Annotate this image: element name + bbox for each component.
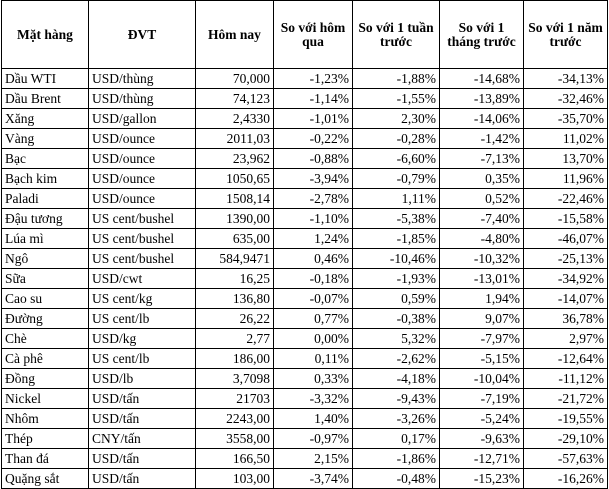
cell-vs-month: -1,42%: [440, 129, 524, 149]
cell-vs-year: 11,02%: [524, 129, 608, 149]
cell-vs-yesterday: -1,01%: [274, 109, 353, 129]
cell-commodity: Quặng sắt: [2, 469, 89, 489]
cell-today: 3558,00: [196, 429, 274, 449]
cell-commodity: Đường: [2, 309, 89, 329]
cell-today: 2011,03: [196, 129, 274, 149]
cell-vs-month: -10,04%: [440, 369, 524, 389]
cell-vs-month: 9,07%: [440, 309, 524, 329]
header-unit: ĐVT: [89, 1, 196, 69]
cell-today: 1508,14: [196, 189, 274, 209]
cell-vs-year: -46,07%: [524, 229, 608, 249]
header-today: Hôm nay: [196, 1, 274, 69]
cell-vs-year: -19,55%: [524, 409, 608, 429]
cell-commodity: Đậu tương: [2, 209, 89, 229]
cell-vs-year: -14,07%: [524, 289, 608, 309]
table-row: [2, 129, 608, 149]
cell-vs-yesterday: -1,14%: [274, 89, 353, 109]
cell-commodity: Cà phê: [2, 349, 89, 369]
cell-vs-month: -14,68%: [440, 69, 524, 89]
cell-commodity: Paladi: [2, 189, 89, 209]
cell-today: 21703: [196, 389, 274, 409]
cell-unit: CNY/tấn: [89, 429, 196, 449]
cell-vs-year: -21,72%: [524, 389, 608, 409]
cell-today: 74,123: [196, 89, 274, 109]
cell-vs-yesterday: 0,00%: [274, 329, 353, 349]
cell-vs-yesterday: -0,07%: [274, 289, 353, 309]
cell-vs-week: 0,17%: [353, 429, 440, 449]
cell-vs-year: -12,64%: [524, 349, 608, 369]
cell-vs-week: -1,93%: [353, 269, 440, 289]
table-body: [2, 69, 608, 489]
header-vs-year: So với 1 năm trước: [524, 1, 608, 69]
cell-vs-yesterday: -3,32%: [274, 389, 353, 409]
table-row: [2, 449, 608, 469]
table-row: [2, 469, 608, 489]
cell-vs-week: -9,43%: [353, 389, 440, 409]
cell-vs-yesterday: 0,33%: [274, 369, 353, 389]
cell-vs-week: -0,28%: [353, 129, 440, 149]
cell-unit: US cent/lb: [89, 349, 196, 369]
cell-vs-year: -34,13%: [524, 69, 608, 89]
cell-vs-week: -1,86%: [353, 449, 440, 469]
cell-unit: USD/tấn: [89, 409, 196, 429]
cell-vs-month: 0,52%: [440, 189, 524, 209]
cell-vs-month: -7,40%: [440, 209, 524, 229]
header-commodity: Mặt hàng: [2, 1, 89, 69]
cell-today: 2243,00: [196, 409, 274, 429]
table-row: [2, 209, 608, 229]
header-vs-week: So với 1 tuần trước: [353, 1, 440, 69]
cell-commodity: Chè: [2, 329, 89, 349]
cell-today: 2,77: [196, 329, 274, 349]
cell-commodity: Than đá: [2, 449, 89, 469]
cell-vs-week: 5,32%: [353, 329, 440, 349]
cell-unit: USD/thùng: [89, 69, 196, 89]
cell-vs-yesterday: 0,11%: [274, 349, 353, 369]
cell-vs-week: -1,85%: [353, 229, 440, 249]
cell-vs-yesterday: -3,74%: [274, 469, 353, 489]
cell-today: 1390,00: [196, 209, 274, 229]
table-row: [2, 269, 608, 289]
cell-vs-week: 1,11%: [353, 189, 440, 209]
cell-vs-week: -10,46%: [353, 249, 440, 269]
table-row: [2, 429, 608, 449]
table-row: [2, 69, 608, 89]
cell-vs-yesterday: -3,94%: [274, 169, 353, 189]
cell-vs-year: -15,58%: [524, 209, 608, 229]
table-row: [2, 409, 608, 429]
cell-commodity: Dầu WTI: [2, 69, 89, 89]
cell-unit: USD/ounce: [89, 129, 196, 149]
cell-vs-year: -32,46%: [524, 89, 608, 109]
cell-vs-week: -3,26%: [353, 409, 440, 429]
cell-today: 23,962: [196, 149, 274, 169]
cell-vs-week: 2,30%: [353, 109, 440, 129]
cell-commodity: Dầu Brent: [2, 89, 89, 109]
cell-vs-year: 13,70%: [524, 149, 608, 169]
table-row: [2, 309, 608, 329]
cell-today: 2,4330: [196, 109, 274, 129]
cell-unit: USD/ounce: [89, 169, 196, 189]
cell-today: 186,00: [196, 349, 274, 369]
cell-commodity: Sữa: [2, 269, 89, 289]
cell-commodity: Nickel: [2, 389, 89, 409]
cell-vs-yesterday: -0,18%: [274, 269, 353, 289]
cell-vs-month: 1,94%: [440, 289, 524, 309]
cell-vs-yesterday: 0,77%: [274, 309, 353, 329]
cell-today: 16,25: [196, 269, 274, 289]
cell-vs-year: -34,92%: [524, 269, 608, 289]
cell-vs-month: -7,97%: [440, 329, 524, 349]
cell-vs-week: -2,62%: [353, 349, 440, 369]
cell-vs-month: -10,32%: [440, 249, 524, 269]
cell-commodity: Ngô: [2, 249, 89, 269]
cell-vs-month: -14,06%: [440, 109, 524, 129]
table-row: [2, 289, 608, 309]
cell-vs-year: 2,97%: [524, 329, 608, 349]
table-row: [2, 349, 608, 369]
cell-vs-month: -13,01%: [440, 269, 524, 289]
cell-today: 136,80: [196, 289, 274, 309]
table-row: [2, 149, 608, 169]
cell-commodity: Bạc: [2, 149, 89, 169]
cell-unit: USD/ounce: [89, 189, 196, 209]
cell-vs-week: -4,18%: [353, 369, 440, 389]
cell-vs-year: -16,26%: [524, 469, 608, 489]
cell-vs-week: -1,55%: [353, 89, 440, 109]
cell-vs-yesterday: -2,78%: [274, 189, 353, 209]
cell-vs-month: -12,71%: [440, 449, 524, 469]
cell-commodity: Xăng: [2, 109, 89, 129]
cell-vs-yesterday: -0,22%: [274, 129, 353, 149]
cell-commodity: Bạch kim: [2, 169, 89, 189]
table-row: [2, 109, 608, 129]
cell-unit: US cent/bushel: [89, 249, 196, 269]
cell-vs-year: -11,12%: [524, 369, 608, 389]
cell-vs-week: -5,38%: [353, 209, 440, 229]
cell-commodity: Cao su: [2, 289, 89, 309]
cell-today: 166,50: [196, 449, 274, 469]
cell-vs-year: -25,13%: [524, 249, 608, 269]
cell-unit: USD/cwt: [89, 269, 196, 289]
cell-unit: USD/ounce: [89, 149, 196, 169]
cell-commodity: Lúa mì: [2, 229, 89, 249]
header-vs-yesterday: So với hôm qua: [274, 1, 353, 69]
cell-vs-year: -22,46%: [524, 189, 608, 209]
cell-commodity: Thép: [2, 429, 89, 449]
cell-unit: USD/tấn: [89, 469, 196, 489]
cell-vs-yesterday: -1,23%: [274, 69, 353, 89]
cell-vs-week: -0,48%: [353, 469, 440, 489]
cell-vs-yesterday: -1,10%: [274, 209, 353, 229]
header-vs-month: So với 1 tháng trước: [440, 1, 524, 69]
cell-today: 70,000: [196, 69, 274, 89]
cell-vs-week: -0,79%: [353, 169, 440, 189]
cell-today: 584,9471: [196, 249, 274, 269]
cell-vs-yesterday: 0,46%: [274, 249, 353, 269]
cell-vs-week: -1,88%: [353, 69, 440, 89]
cell-vs-month: -5,15%: [440, 349, 524, 369]
cell-unit: USD/tấn: [89, 449, 196, 469]
cell-today: 3,7098: [196, 369, 274, 389]
cell-vs-year: -35,70%: [524, 109, 608, 129]
cell-vs-yesterday: -0,97%: [274, 429, 353, 449]
table-row: [2, 249, 608, 269]
cell-vs-month: -7,13%: [440, 149, 524, 169]
table-row: [2, 329, 608, 349]
cell-unit: US cent/kg: [89, 289, 196, 309]
cell-vs-yesterday: -0,88%: [274, 149, 353, 169]
cell-commodity: Nhôm: [2, 409, 89, 429]
cell-commodity: Đồng: [2, 369, 89, 389]
table-row: [2, 229, 608, 249]
cell-unit: USD/gallon: [89, 109, 196, 129]
cell-today: 103,00: [196, 469, 274, 489]
cell-unit: USD/tấn: [89, 389, 196, 409]
cell-vs-year: -29,10%: [524, 429, 608, 449]
cell-commodity: Vàng: [2, 129, 89, 149]
cell-unit: US cent/lb: [89, 309, 196, 329]
cell-unit: US cent/bushel: [89, 209, 196, 229]
table-row: [2, 189, 608, 209]
commodity-price-table: [1, 0, 608, 489]
cell-unit: USD/thùng: [89, 89, 196, 109]
cell-vs-year: -57,63%: [524, 449, 608, 469]
cell-vs-month: -5,24%: [440, 409, 524, 429]
cell-vs-yesterday: 1,24%: [274, 229, 353, 249]
cell-today: 1050,65: [196, 169, 274, 189]
cell-vs-month: -4,80%: [440, 229, 524, 249]
cell-vs-week: -6,60%: [353, 149, 440, 169]
cell-unit: US cent/bushel: [89, 229, 196, 249]
cell-unit: USD/lb: [89, 369, 196, 389]
cell-vs-yesterday: 2,15%: [274, 449, 353, 469]
table-row: [2, 89, 608, 109]
cell-vs-year: 11,96%: [524, 169, 608, 189]
cell-unit: USD/kg: [89, 329, 196, 349]
cell-vs-week: 0,59%: [353, 289, 440, 309]
cell-vs-yesterday: 1,40%: [274, 409, 353, 429]
cell-vs-week: -0,38%: [353, 309, 440, 329]
cell-vs-year: 36,78%: [524, 309, 608, 329]
cell-today: 635,00: [196, 229, 274, 249]
table-row: [2, 389, 608, 409]
table-header-row: [2, 1, 608, 69]
table-row: [2, 369, 608, 389]
table-row: [2, 169, 608, 189]
cell-vs-month: -9,63%: [440, 429, 524, 449]
cell-today: 26,22: [196, 309, 274, 329]
cell-vs-month: 0,35%: [440, 169, 524, 189]
cell-vs-month: -13,89%: [440, 89, 524, 109]
cell-vs-month: -15,23%: [440, 469, 524, 489]
cell-vs-month: -7,19%: [440, 389, 524, 409]
